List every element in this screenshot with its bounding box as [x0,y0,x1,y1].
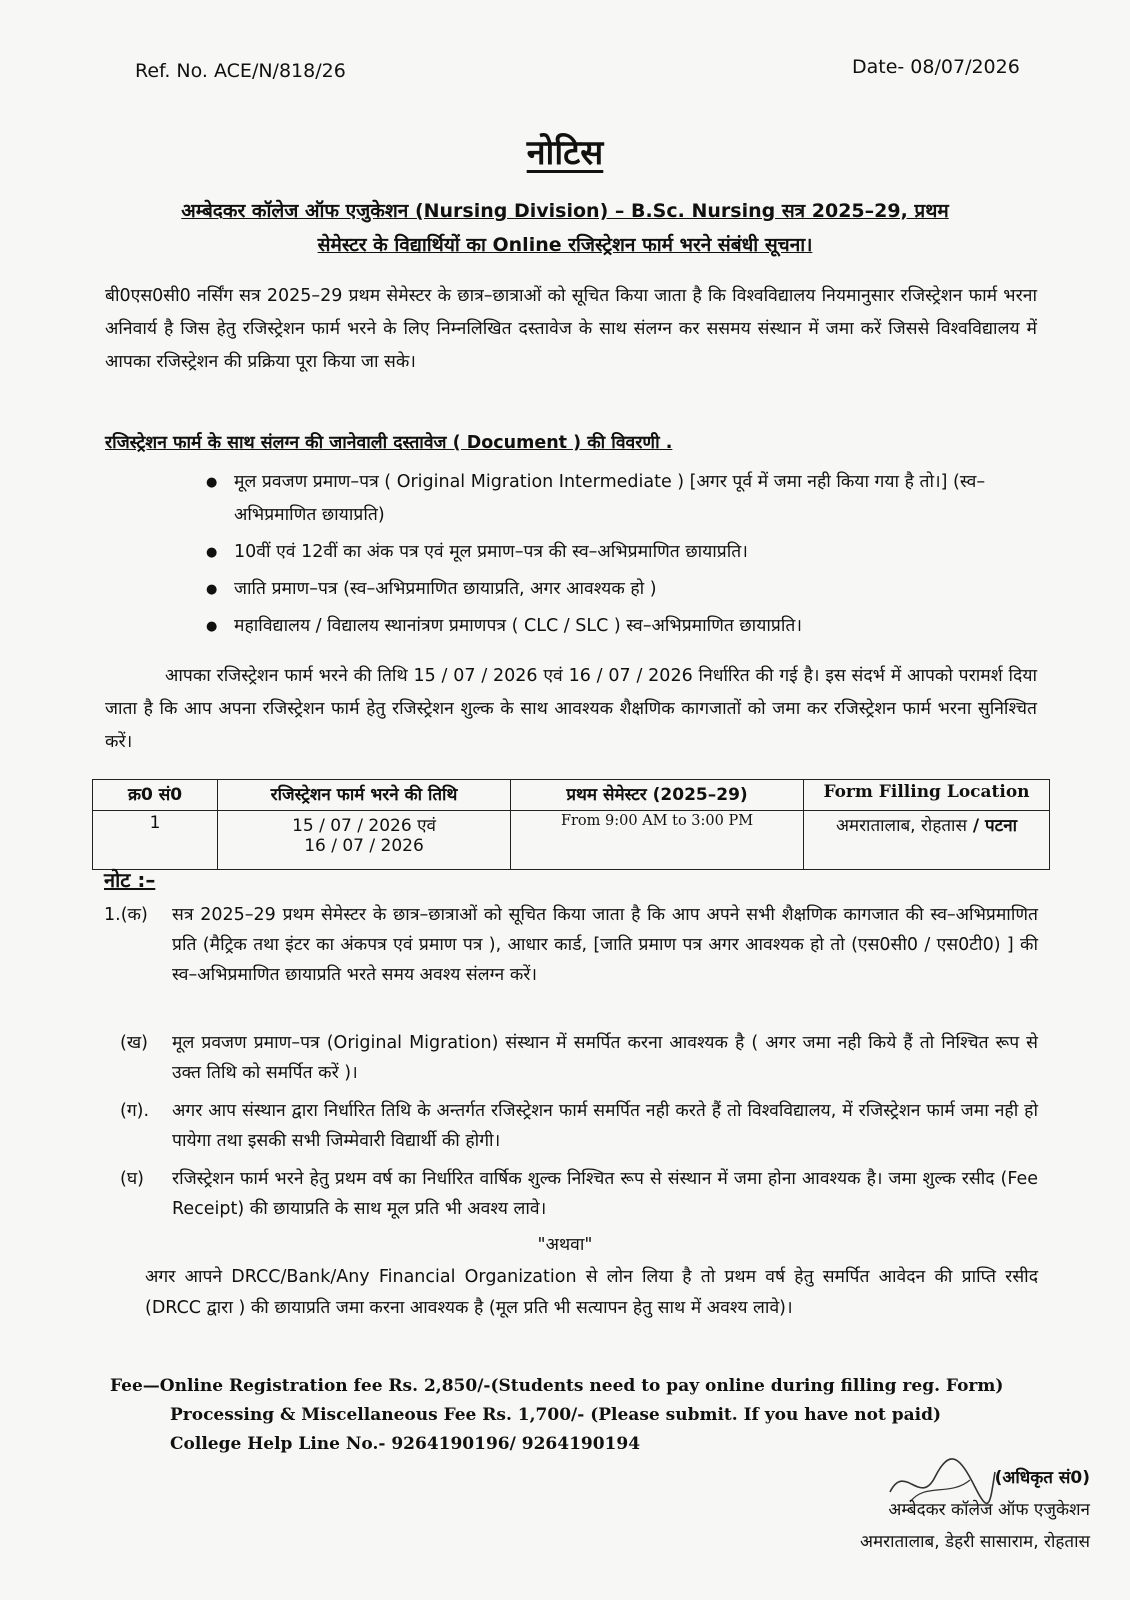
cell-location [804,811,1050,870]
signature-block [780,1462,1090,1558]
table-header-row [93,780,1050,811]
note-item: अगर आप संस्थान द्वारा निर्धारित तिथि के अन्तर्गत रजिस्ट्रेशन फार्म समर्पित नही करते हैं तो विश्वविद्यालय, में रजिस्ट्रेशन फार्म जमा नही हो पायेगा तथा इसकी सभी जिम्मेवारी विद्यार्थी की होगी। [172,1101,1038,1151]
intro-paragraph: बी0एस0सी0 नर्सिंग सत्र 2025–29 प्रथम सेमेस्टर के छात्र–छात्राओं को सूचित किया जाता है कि विश्वविद्यालय नियमानुसार रजिस्ट्रेशन फार्म भरना अनिवार्य है जिस हेतु रजिस्ट्रेशन फार्म भरने के लिए निम्नलिखित दस्तावेज के साथ संलग्न कर ससमय संस्थान में जमा करें जिससे विश्वविद्यालय में आपका रजिस्ट्रेशन की प्रक्रिया पूरा किया जा सके। [105,286,1037,372]
subject-line-2: सेमेस्टर के विद्यार्थियों का Online रजिस्ट्रेशन फार्म भरने संबंधी सूचना। [317,234,813,256]
note-marker: (ख) [120,1033,148,1053]
header-date: रजिस्ट्रेशन फार्म भरने की तिथि [218,780,511,811]
notice-date: Date- 08/07/2026 [852,56,1020,78]
location-primary: अमरातालाब, रोहतास [835,816,967,836]
note-marker: (घ) [120,1169,144,1189]
note-marker: 1.(क) [104,905,148,925]
header-serial: क्र0 सं0 [93,780,218,811]
reference-number: Ref. No. ACE/N/818/26 [135,60,346,82]
document-item: ● महाविद्यालय / विद्यालय स्थानांत्रण प्रमाणपत्र ( CLC / SLC ) स्व–अभिप्रमाणित छायाप्रति। [206,610,1038,643]
documents-list [206,466,1038,647]
dates-paragraph: आपका रजिस्ट्रेशन फार्म भरने की तिथि 15 / 07 / 2026 एवं 16 / 07 / 2026 निर्धारित की गई है। इस संदर्भ में आपको परामर्श दिया जाता है कि आप अपना रजिस्ट्रेशन फार्म हेतु रजिस्ट्रेशन शुल्क के साथ आवश्यक शैक्षणिक कागजातों को जमा कर रजिस्ट्रेशन फार्म भरना सुनिश्चित करें। [105,666,1037,752]
notice-title-text: नोटिस [526,133,604,173]
location-secondary: / पटना [966,816,1018,836]
signatory-designation: (अधिकृत सं0) [994,1468,1090,1488]
note-marker: (ग). [120,1101,150,1121]
note-item: रजिस्ट्रेशन फार्म भरने हेतु प्रथम वर्ष का निर्धारित वार्षिक शुल्क निश्चित रूप से संस्थान में जमा होना आवश्यक है। जमा शुल्क रसीद (Fee Receipt) की छायाप्रति के साथ मूल प्रति भी अवश्य लावे। [172,1169,1038,1219]
loan-paragraph: अगर आपने DRCC/Bank/Any Financial Organization से लोन लिया है तो प्रथम वर्ष हेतु समर्पित आवेदन की प्राप्ति रसीद (DRCC द्वारा ) की छायाप्रति जमा करना आवश्यक है (मूल प्रति भी सत्यापन हेतु साथ में अवश्य लावे)। [145,1267,1038,1318]
note-item: मूल प्रवजण प्रमाण–पत्र (Original Migration) संस्थान में समर्पित करना आवश्यक है ( अगर जमा नही किये हैं तो निश्चित रूप से उक्त तिथि को समर्पित करें )। [172,1033,1038,1083]
fee-block [110,1372,1003,1459]
cell-date-line-1: 15 / 07 / 2026 एवं [292,816,436,836]
fee-line-processing: Processing & Miscellaneous Fee Rs. 1,700/- (Please submit. If you have not paid) [170,1405,942,1425]
document-item: ● 10वीं एवं 12वीं का अंक पत्र एवं मूल प्रमाण–पत्र की स्व–अभिप्रमाणित छायाप्रति। [206,536,1038,569]
cell-dates [218,811,511,870]
signatory-address: अमरातालाब, डेहरी सासाराम, रोहतास [859,1532,1090,1552]
cell-time: From 9:00 AM to 3:00 PM [511,811,804,870]
header-semester: प्रथम सेमेस्टर (2025–29) [511,780,804,811]
signatory-college: अम्बेदकर कॉलेज ऑफ एजुकेशन [888,1500,1090,1520]
note-item: सत्र 2025–29 प्रथम सेमेस्टर के छात्र–छात्राओं को सूचित किया जाता है कि आप अपने सभी शैक्षणिक कागजात की स्व–अभिप्रमाणित प्रति (मैट्रिक तथा इंटर का अंकपत्र एवं प्रमाण पत्र ), आधार कार्ड, [जाति प्रमाण पत्र अगर आवश्यक हो तो (एस0सी0 / एस0टी0) ] की स्व–अभिप्रमाणित छायाप्रति भरते समय अवश्य संलग्न करें। [172,905,1038,985]
documents-heading: रजिस्ट्रेशन फार्म के साथ संलग्न की जानेवाली दस्तावेज ( Document ) की विवरणी . [105,433,673,453]
header-location: Form Filling Location [804,780,1050,811]
table-row [93,811,1050,870]
schedule-table [92,779,1050,870]
helpline-line: College Help Line No.- 9264190196/ 9264190194 [170,1434,641,1454]
document-item: ● मूल प्रवजण प्रमाण–पत्र ( Original Migration Intermediate ) [अगर पूर्व में जमा नही किया गया है तो।] (स्व–अभिप्रमाणित छायाप्रति) [206,466,1038,532]
cell-date-line-2: 16 / 07 / 2026 [304,836,424,856]
notice-subject [100,194,1030,262]
notice-title [0,128,1130,174]
notes-heading: नोट :– [104,868,156,892]
fee-line-registration: Fee—Online Registration fee Rs. 2,850/-(Students need to pay online during filling reg. Form) [110,1376,1004,1396]
or-separator: "अथवा" [537,1235,593,1255]
subject-line-1: अम्बेदकर कॉलेज ऑफ एजुकेशन (Nursing Division) – B.Sc. Nursing सत्र 2025–29, प्रथम [181,200,949,222]
document-item: ● जाति प्रमाण–पत्र (स्व–अभिप्रमाणित छायाप्रति, अगर आवश्यक हो ) [206,573,1038,606]
cell-serial: 1 [93,811,218,870]
